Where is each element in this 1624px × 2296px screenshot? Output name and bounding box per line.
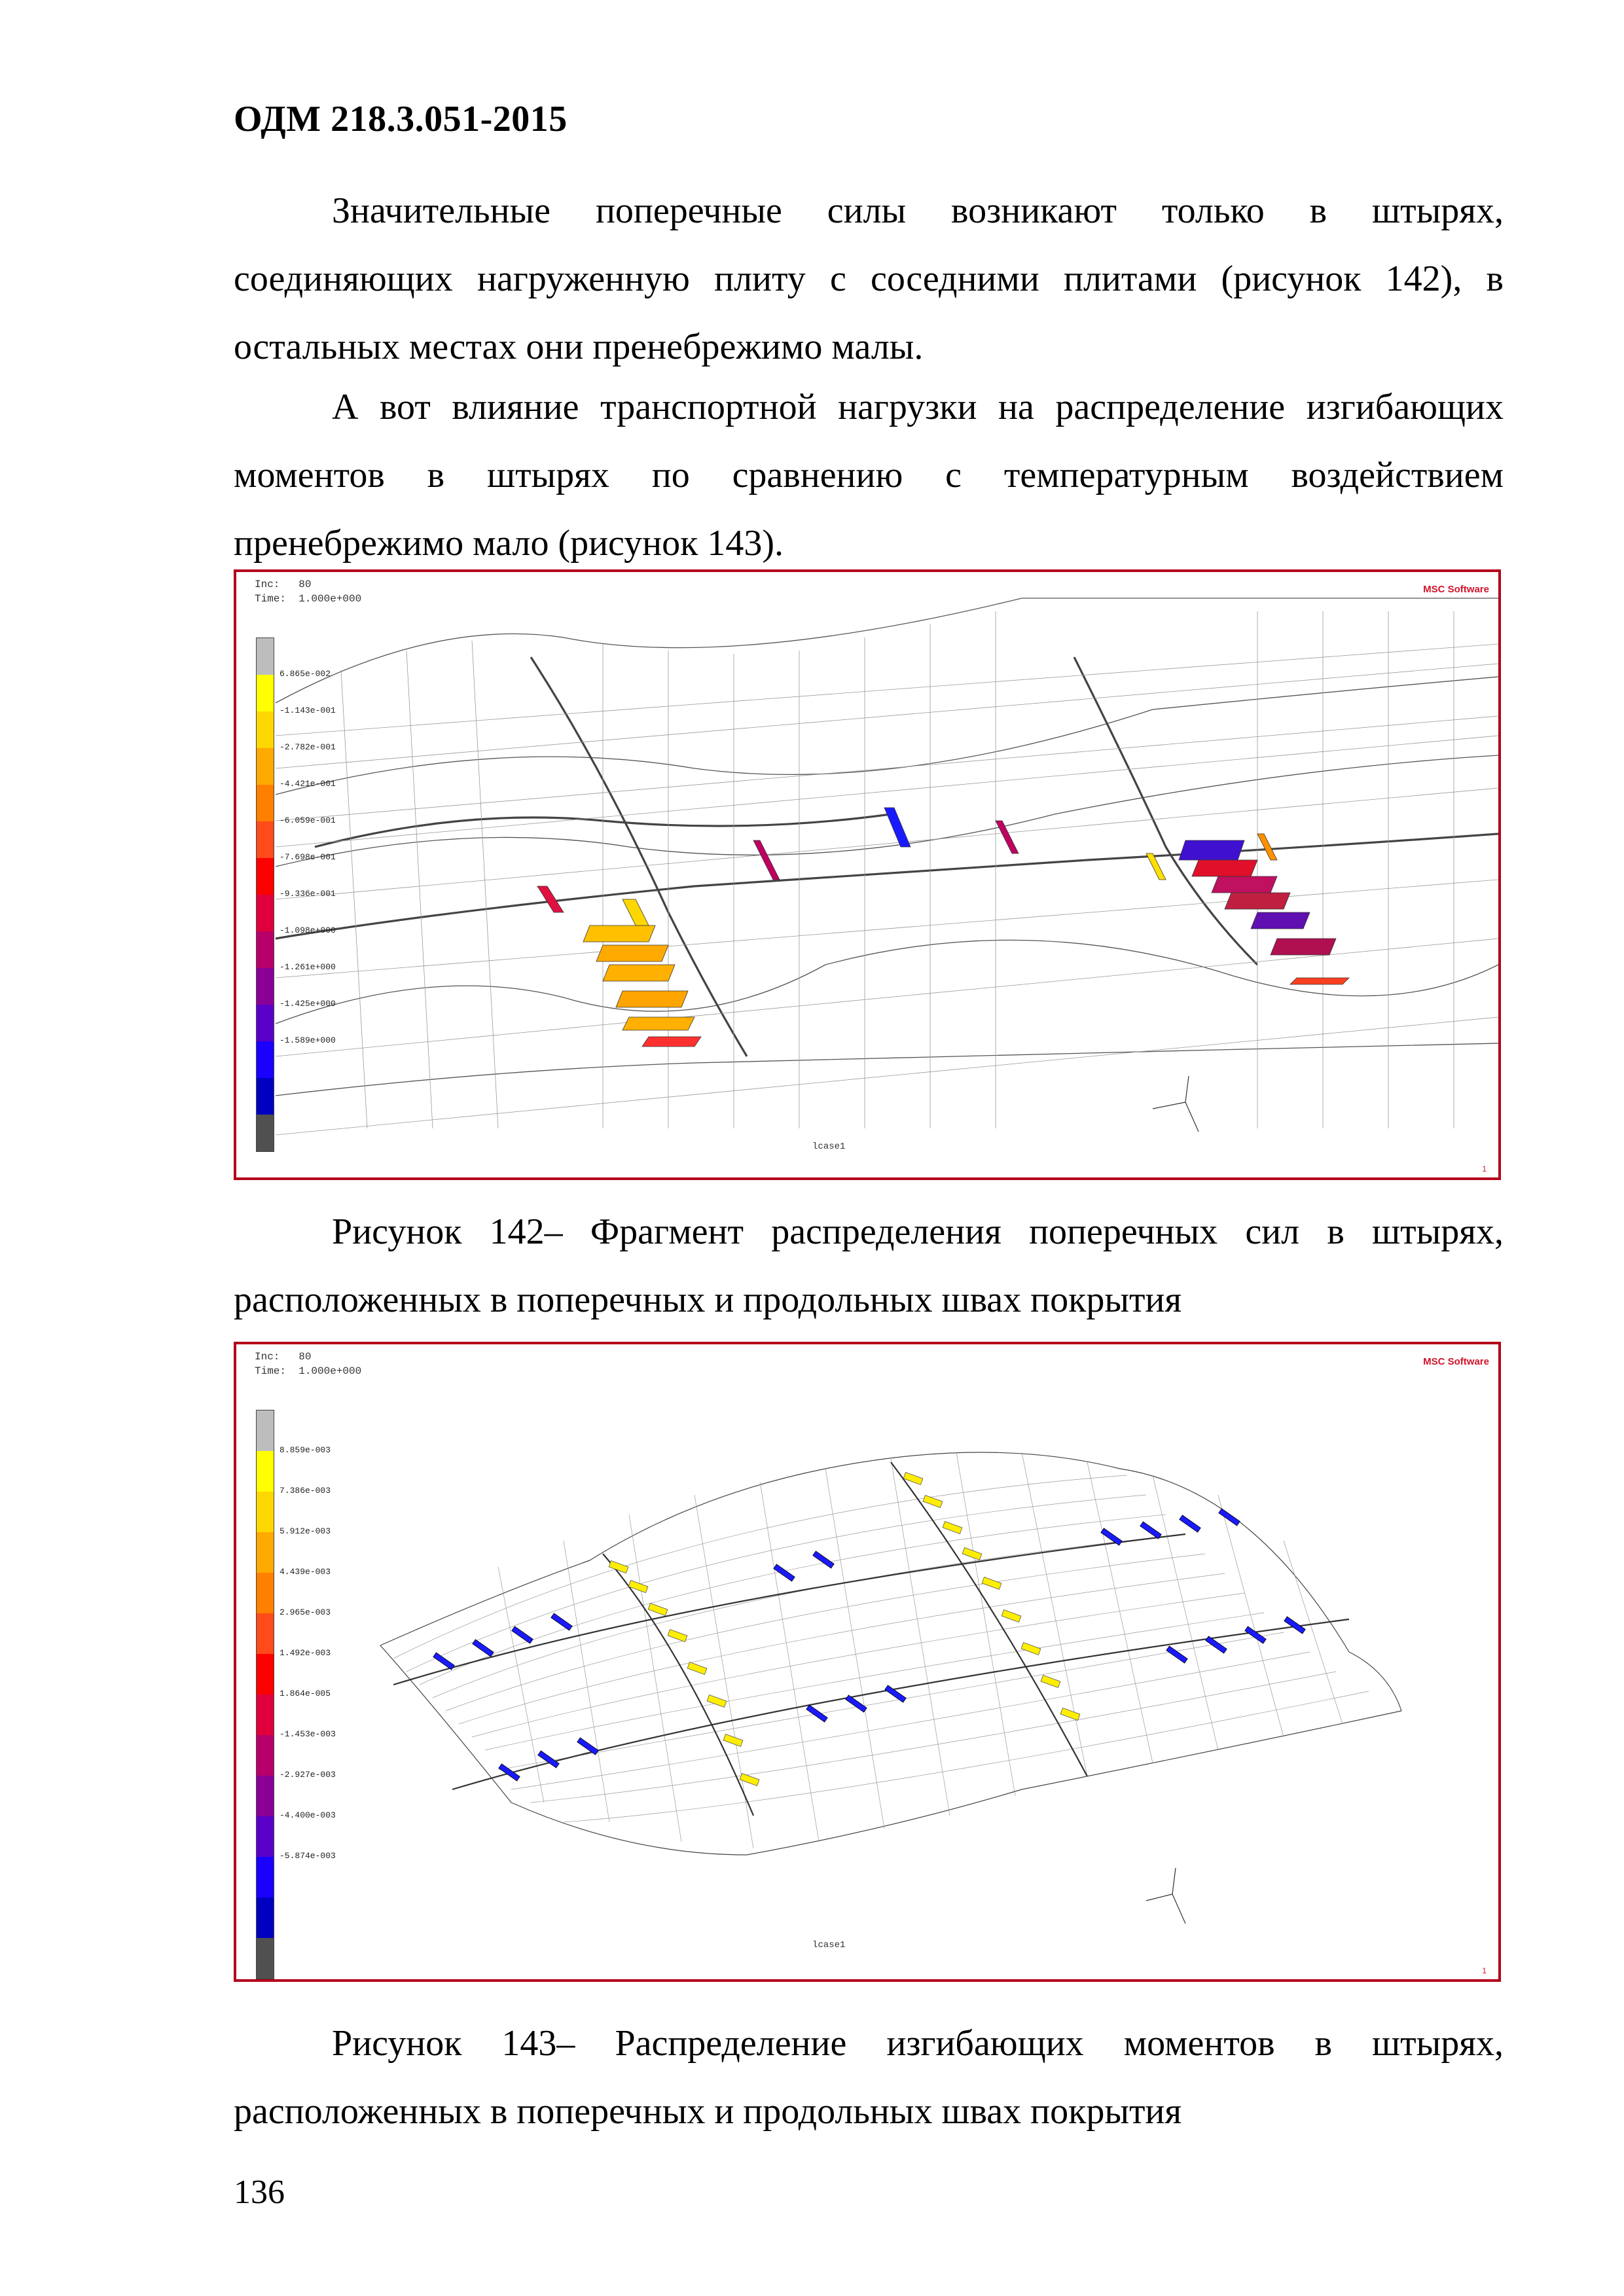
legend-value: 2.965e-003 [280,1607,331,1617]
figure-142-header [255,577,361,606]
figure-143-corner: 1 [1482,1966,1487,1975]
legend-swatch [257,1410,274,1451]
legend-value: -1.589e+000 [280,1035,336,1045]
legend-swatch [257,675,274,711]
legend-value: -2.782e-001 [280,742,336,752]
legend-value: -1.261e+000 [280,962,336,972]
legend-swatch [257,1776,274,1816]
paragraph-1-text: Значительные поперечные силы возникают только в штырях, соединяющих нагруженную плиту с соседними плитами (рисунок 142), в остальных местах они пренебрежимо малы. [234,190,1504,367]
legend-swatch [257,1816,274,1857]
legend-swatch [257,1451,274,1492]
paragraph-1 [234,177,1504,381]
legend-swatch [257,821,274,858]
legend-value: -5.874e-003 [280,1851,336,1861]
figure-143-caption-text: Рисунок 143– Распределение изгибающих моментов в штырях, расположенных в поперечных и продольных швах покрытия [234,2023,1504,2132]
legend-value: -9.336e-001 [280,889,336,899]
legend-value: -2.927e-003 [280,1770,336,1780]
figure-142-time: Time: 1.000e+000 [255,593,362,605]
legend-swatch [257,1735,274,1776]
figure-142-brand: MSC Software [1423,584,1489,595]
legend-swatch [257,1897,274,1938]
legend-swatch [257,1613,274,1654]
legend-swatch [257,1115,274,1151]
legend-value: -4.421e-001 [280,779,336,789]
figure-142-caption [234,1198,1504,1334]
legend-swatch [257,1654,274,1695]
legend-value: 1.492e-003 [280,1648,331,1658]
figure-143-legend-bar [256,1410,274,1979]
legend-value: -4.400e-003 [280,1810,336,1820]
legend-value: 5.912e-003 [280,1526,331,1536]
legend-swatch [257,1938,274,1979]
legend-value: 4.439e-003 [280,1567,331,1577]
legend-value: 8.859e-003 [280,1445,331,1455]
paragraph-2-text: А вот влияние транспортной нагрузки на распределение изгибающих моментов в штырях по сравнению с температурным воздействием пренебрежимо мало (рисунок 143). [234,387,1504,564]
figure-143-brand: MSC Software [1423,1356,1489,1367]
legend-swatch [257,1532,274,1573]
legend-swatch [257,1857,274,1897]
legend-value: 7.386e-003 [280,1486,331,1496]
figure-143-lcase: lcase1 [812,1940,846,1950]
legend-swatch [257,968,274,1005]
legend-swatch [257,1041,274,1078]
legend-swatch [257,1492,274,1532]
legend-value: -1.425e+000 [280,999,336,1009]
figure-143-inc: Inc: 80 [255,1351,312,1363]
legend-value: 6.865e-002 [280,669,331,679]
legend-value: -1.098e+000 [280,925,336,935]
figure-143-mesh [236,1344,1498,1979]
legend-swatch [257,1573,274,1613]
figure-142-legend-bar [256,637,274,1152]
figure-142-mesh [236,572,1498,1177]
legend-value: -1.453e-003 [280,1729,336,1739]
legend-value: -1.143e-001 [280,706,336,715]
page-number: 136 [234,2174,285,2211]
figure-142-caption-text: Рисунок 142– Фрагмент распределения поперечных сил в штырях, расположенных в поперечных и продольных швах покрытия [234,1211,1504,1320]
document-code: ОДМ 218.3.051-2015 [234,99,568,139]
legend-swatch [257,748,274,785]
figure-142-lcase: lcase1 [812,1141,846,1152]
figure-142-corner: 1 [1482,1164,1487,1174]
legend-swatch [257,785,274,821]
figure-142-inc: Inc: 80 [255,579,312,590]
figure-143-header [255,1350,361,1378]
legend-swatch [257,1078,274,1115]
figure-142 [234,569,1501,1180]
legend-swatch [257,638,274,675]
legend-value: -6.059e-001 [280,816,336,825]
legend-swatch [257,1695,274,1735]
legend-value: -7.698e-001 [280,852,336,862]
legend-swatch [257,931,274,968]
legend-swatch [257,858,274,895]
figure-143 [234,1342,1501,1982]
figure-143-time: Time: 1.000e+000 [255,1365,362,1377]
legend-swatch [257,895,274,931]
legend-swatch [257,1005,274,1041]
paragraph-2 [234,373,1504,577]
figure-143-caption [234,2009,1504,2145]
legend-swatch [257,711,274,748]
legend-value: 1.864e-005 [280,1689,331,1698]
